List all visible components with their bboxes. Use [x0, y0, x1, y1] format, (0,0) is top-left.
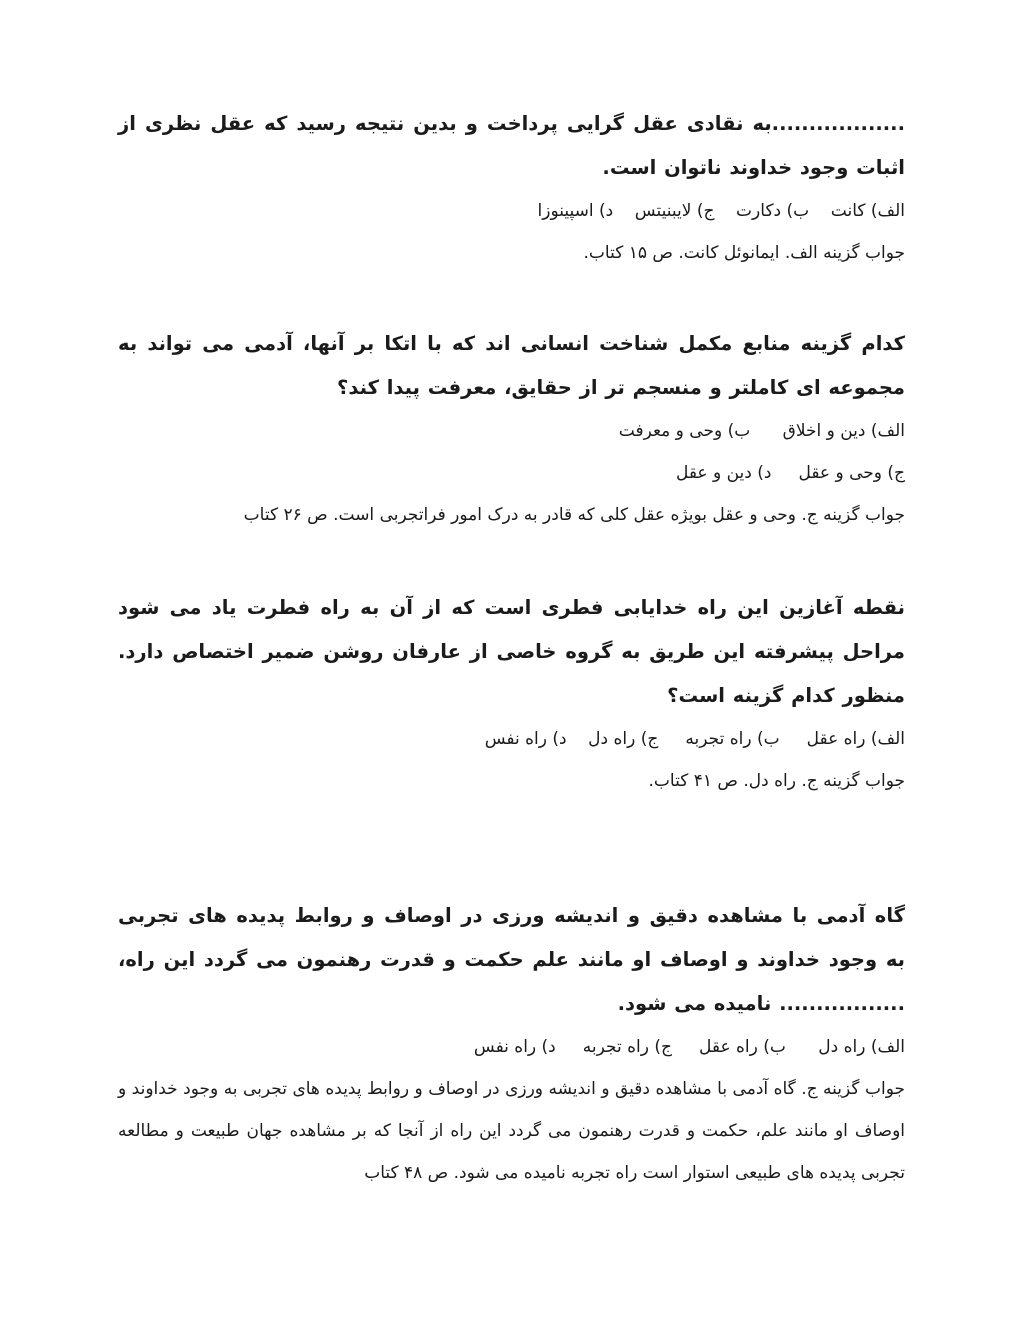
question-text: ..................به نقادی عقل گرایی پرداخت و بدین نتیجه رسید که عقل نظری از اثبات وجود خداوند ناتوان است. [118, 112, 905, 179]
answer-text: جواب گزینه ج. گاه آدمی با مشاهده دقیق و اندیشه ورزی در اوصاف و روابط پدیده های تجربی به وجود خداوند و اوصاف او مانند علم، حکمت و قدرت رهنمون می گردد این راه از آنجا که بر مشاهده جهان طبیعت و مطالعه تجربی پدیده های طبیعی استوار است راه تجربه نامیده می شود. ص ۴۸ کتاب [118, 1079, 905, 1183]
question-text: کدام گزینه منابع مکمل شناخت انسانی اند که با اتکا بر آنها، آدمی می تواند به مجموعه ای کاملتر و منسجم تر از حقایق، معرفت پیدا کند؟ [118, 332, 905, 399]
options-line: الف) راه عقل ب) راه تجربه ج) راه دل د) راه نفس [484, 729, 905, 749]
question-block-3 [118, 586, 905, 802]
answer-text: جواب گزینه الف. ایمانوئل کانت. ص ۱۵ کتاب. [583, 243, 905, 263]
options-line: الف) راه دل ب) راه عقل ج) راه تجربه د) راه نفس [473, 1037, 905, 1057]
question-text: گاه آدمی با مشاهده دقیق و اندیشه ورزی در اوصاف و روابط پدیده های تجربی به وجود خداوند و اوصاف او مانند علم حکمت و قدرت رهنمون می گردد این راه، ................. نامیده می شود. [118, 904, 905, 1015]
question-block-4 [118, 894, 905, 1194]
options-line: الف) کانت ب) دکارت ج) لایبنیتس د) اسپینوزا [537, 201, 905, 221]
question-block-2 [118, 322, 905, 536]
options-line: الف) دین و اخلاق ب) وحی و معرفت [618, 421, 905, 441]
question-text: نقطه آغازین این راه خدایابی فطری است که از آن به راه فطرت یاد می شود مراحل پیشرفته این طریق به گروه خاصی از عارفان روشن ضمیر اختصاص دارد. منظور کدام گزینه است؟ [118, 596, 905, 707]
answer-text: جواب گزینه ج. وحی و عقل بویژه عقل کلی که قادر به درک امور فراتجربی است. ص ۲۶ کتاب [243, 505, 905, 525]
options-line: ج) وحی و عقل د) دین و عقل [675, 463, 905, 483]
question-block-1 [118, 102, 905, 274]
answer-text: جواب گزینه ج. راه دل. ص ۴۱ کتاب. [648, 771, 905, 791]
